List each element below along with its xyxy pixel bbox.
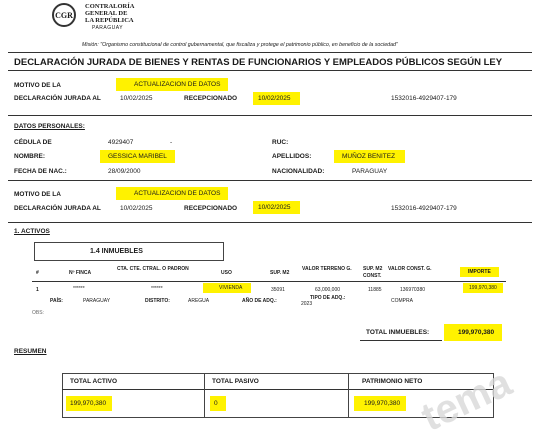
resumen-header-divider (62, 389, 494, 390)
datos-personales-title: DATOS PERSONALES: (14, 123, 85, 130)
inmuebles-title: 1.4 INMUEBLES (90, 248, 143, 255)
motivo-label: MOTIVO DE LA (14, 82, 61, 89)
document-title: DECLARACIÓN JURADA DE BIENES Y RENTAS DE FUNCIONARIOS Y EMPLEADOS PÚBLICOS SEGÚN LEY (14, 57, 503, 68)
col-sup-const-2: CONST. (363, 273, 382, 279)
col-importe: IMPORTE (460, 267, 499, 277)
total-inmuebles-value: 199,970,380 (444, 324, 502, 341)
nombre-label: NOMBRE: (14, 153, 46, 160)
apellidos-label: APELLIDOS: (272, 153, 312, 160)
org-name (85, 3, 134, 24)
row-finca: ****** (73, 286, 85, 292)
header-divider (8, 52, 532, 53)
watermark: tema (414, 360, 519, 440)
col-sup-const-1: SUP. M2 (363, 266, 383, 272)
recepcionado-label-2: RECEPCIONADO (184, 205, 238, 212)
total-activo-value: 199,970,380 (66, 396, 112, 411)
col-cta: CTA. CTE. CTRAL. O PADRON (117, 266, 189, 272)
org-country: PARAGUAY (92, 25, 124, 31)
org-line-1: CONTRALORÍA (85, 3, 135, 10)
pais-value: PARAGUAY (83, 298, 111, 304)
recepcionado-date-2: 10/02/2025 (253, 201, 300, 214)
total-pasivo-label: TOTAL PASIVO (212, 378, 259, 385)
distrito-value: AREGUA (188, 298, 210, 304)
declaration-code: 1532016-4929407-179 (391, 95, 457, 102)
declaracion-date-2: 10/02/2025 (120, 205, 153, 212)
distrito-label: DISTRITO: (145, 298, 170, 304)
title-divider (8, 70, 532, 71)
row-num: 1 (36, 287, 39, 293)
col-num: # (36, 270, 39, 276)
total-activo-label: TOTAL ACTIVO (70, 378, 118, 385)
anio-adq-label: AÑO DE ADQ.: (242, 298, 277, 304)
recepcionado-date: 10/02/2025 (253, 92, 300, 105)
inmuebles-header-box (34, 242, 224, 261)
col-sup: SUP. M2 (270, 270, 290, 276)
cedula-value: 4929407 (108, 139, 134, 146)
tipo-adq-value: COMPRA (391, 298, 413, 304)
nacionalidad-label: NACIONALIDAD: (272, 168, 325, 175)
resumen-col-divider (348, 373, 349, 418)
cgr-seal-logo: CGR (52, 3, 76, 27)
declaracion-date: 10/02/2025 (120, 95, 153, 102)
divider (8, 115, 532, 116)
fecha-nac-value: 28/09/2000 (108, 168, 141, 175)
nombre-value: GESSICA MARIBEL (100, 150, 175, 163)
motivo-value-2: ACTUALIZACION DE DATOS (116, 187, 228, 200)
fecha-nac-label: FECHA DE NAC.: (14, 168, 67, 175)
row-importe: 199,970,380 (463, 283, 503, 293)
nacionalidad-value: PARAGUAY (352, 168, 388, 175)
declaracion-label-2: DECLARACIÓN JURADA AL (14, 205, 101, 212)
col-valor-const: VALOR CONST. G. (388, 266, 432, 272)
row-uso: VIVIENDA (203, 283, 251, 293)
patrimonio-neto-value: 199,970,380 (354, 396, 406, 411)
divider (8, 222, 532, 223)
resumen-title: RESUMEN (14, 348, 47, 355)
cedula-suffix: - (170, 139, 173, 146)
recepcionado-label: RECEPCIONADO (184, 95, 238, 102)
row-sup: 35091 (271, 287, 285, 293)
divider (8, 180, 532, 181)
patrimonio-neto-label: PATRIMONIO NETO (362, 378, 423, 385)
apellidos-value: MUÑOZ BENITEZ (334, 150, 405, 163)
total-pasivo-value: 0 (210, 396, 226, 411)
table-header-divider (32, 281, 506, 282)
activos-title: 1. ACTIVOS (14, 228, 50, 235)
declaracion-label: DECLARACIÓN JURADA AL (14, 95, 101, 102)
col-valor-terreno: VALOR TERRENO G. (302, 266, 352, 272)
mission-statement: Misión: "Organismo constitucional de control gubernamental, que fiscaliza y protege el patrimonio público, en beneficio de la sociedad" (82, 42, 398, 48)
org-line-3: LA REPÚBLICA (85, 17, 134, 24)
col-finca: Nº FINCA (69, 270, 92, 276)
total-inmuebles-label: TOTAL INMUEBLES: (366, 329, 430, 336)
declaration-code-2: 1532016-4929407-179 (391, 205, 457, 212)
col-uso: USO (221, 270, 232, 276)
row-valor-terreno: 63,000,000 (315, 287, 341, 293)
org-line-2: GENERAL DE (85, 10, 128, 17)
resumen-col-divider (204, 373, 205, 418)
ruc-label: RUC: (272, 139, 289, 146)
total-underline (360, 340, 442, 341)
motivo-label-2: MOTIVO DE LA (14, 191, 61, 198)
row-sup-const: 11885 (368, 287, 382, 293)
cedula-label: CÉDULA DE (14, 139, 52, 146)
anio-adq-value: 2023 (301, 301, 313, 307)
pais-label: PAÍS: (50, 298, 63, 304)
row-valor-const: 136970380 (400, 287, 426, 293)
motivo-value: ACTUALIZACION DE DATOS (116, 78, 228, 91)
obs-label: OBS: (32, 310, 44, 316)
row-cta: ****** (151, 286, 163, 292)
tipo-adq-label: TIPO DE ADQ.: (310, 295, 346, 301)
